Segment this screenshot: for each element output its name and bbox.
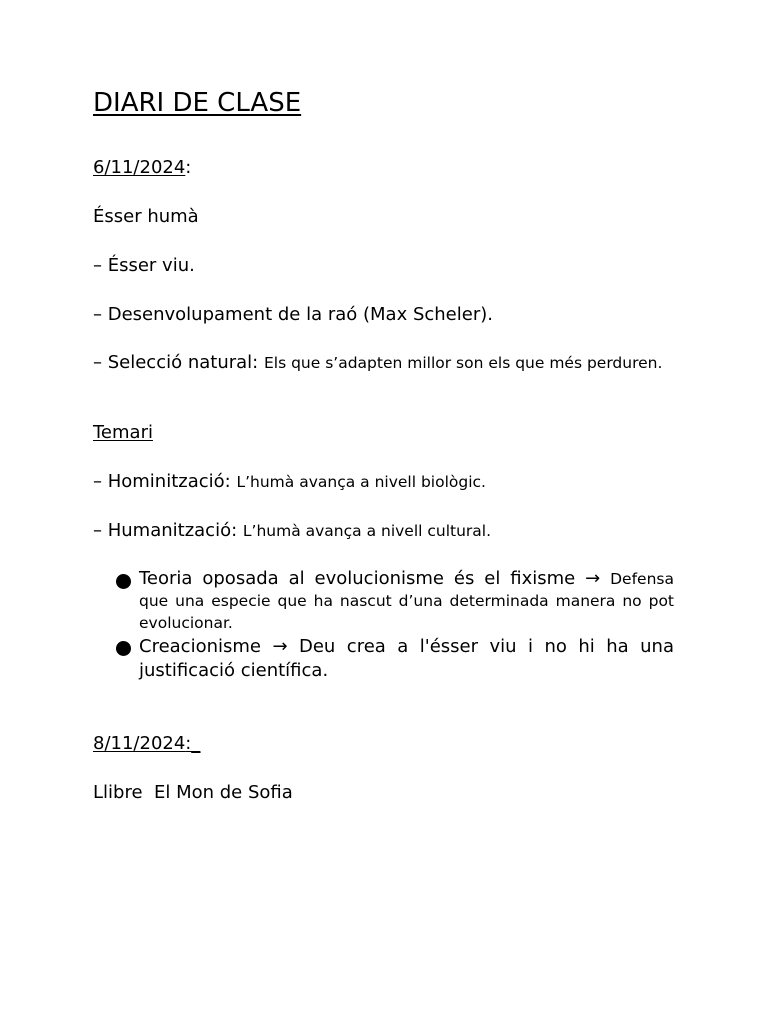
bullet-icon <box>116 574 131 589</box>
date-suffix: : <box>185 157 192 178</box>
section-point <box>93 470 486 494</box>
point-item <box>93 352 674 374</box>
point-item: – Ésser viu. <box>93 255 195 276</box>
entry-date <box>93 732 200 756</box>
section-heading: Temari <box>93 422 153 443</box>
point-label: – Hominització: <box>93 471 231 492</box>
point-detail: Els que s’adapten millor son els que més perduren. <box>263 354 663 372</box>
entry-heading: Ésser humà <box>93 206 199 227</box>
bullet-label: Creacionisme → Deu crea a l'ésser viu i no hi ha una justificació científica. <box>139 636 674 681</box>
point-label: – Humanització: <box>93 520 238 541</box>
bullet-icon <box>116 641 131 656</box>
date-suffix: :_ <box>185 733 201 754</box>
section-point <box>93 519 491 543</box>
point-detail: L’humà avança a nivell biològic. <box>236 473 486 491</box>
entry-date <box>93 156 191 180</box>
point-item: – Desenvolupament de la raó (Max Scheler). <box>93 304 493 325</box>
entry-heading: Llibre El Mon de Sofia <box>93 782 293 803</box>
bullet-label: Teoria oposada al evolucionisme és el fixisme → <box>139 568 601 589</box>
bullet-detail: Defensa que una especie que ha nascut d’una determinada manera no pot evolucionar. <box>139 570 674 632</box>
bullet-text <box>139 568 674 634</box>
document-title: DIARI DE CLASE <box>93 88 302 118</box>
date-text: 6/11/2024 <box>93 157 186 178</box>
date-text: 8/11/2024 <box>93 733 186 754</box>
bullet-text <box>139 635 674 683</box>
point-detail: L’humà avança a nivell cultural. <box>242 522 492 540</box>
point-label: – Selecció natural: <box>93 352 259 373</box>
